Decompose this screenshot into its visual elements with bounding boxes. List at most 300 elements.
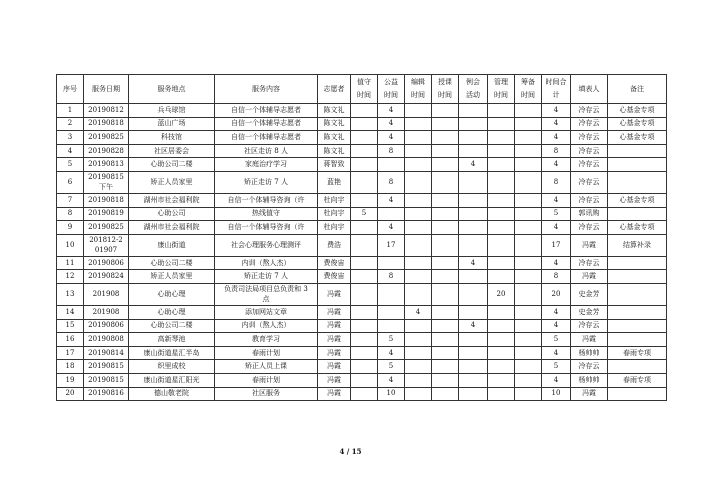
table-cell: 心基金专项 <box>608 131 667 145</box>
table-cell: 史金芳 <box>571 283 608 305</box>
table-cell <box>488 221 515 235</box>
table-cell: 19 <box>57 373 84 387</box>
table-cell: 20190806 <box>84 256 129 270</box>
table-cell: 14 <box>57 305 84 319</box>
table-cell <box>432 171 459 193</box>
table-cell <box>459 234 488 256</box>
table-cell: 冯霞 <box>318 387 351 401</box>
table-cell <box>405 319 432 333</box>
table-cell: 冷存云 <box>571 171 608 193</box>
table-cell <box>515 283 542 305</box>
table-cell: 4 <box>542 104 571 118</box>
table-cell <box>405 144 432 158</box>
table-cell: 4 <box>459 256 488 270</box>
table-row <box>57 333 667 347</box>
table-cell <box>351 117 378 131</box>
table-cell: 矫正走访 7 人 <box>215 270 318 284</box>
table-cell <box>459 283 488 305</box>
table-cell: 冯霞 <box>318 283 351 305</box>
table-cell: 4 <box>459 319 488 333</box>
table-cell <box>608 283 667 305</box>
table-cell: 冯霞 <box>318 333 351 347</box>
volunteer-service-table <box>56 74 667 401</box>
table-cell: 10 <box>57 234 84 256</box>
table-cell <box>351 256 378 270</box>
table-cell: 德山敬老院 <box>129 387 215 401</box>
table-cell: 20190806 <box>84 319 129 333</box>
table-cell: 陈文礼 <box>318 117 351 131</box>
table-cell <box>515 158 542 172</box>
table-cell <box>432 360 459 374</box>
table-cell <box>351 319 378 333</box>
table-cell: 20190818 <box>84 193 129 207</box>
table-cell <box>351 305 378 319</box>
table-cell: 心基金专项 <box>608 221 667 235</box>
table-cell: 教育学习 <box>215 333 318 347</box>
table-cell: 社区居委会 <box>129 144 215 158</box>
column-header: 编辑 时间 <box>405 75 432 104</box>
table-cell: 矫正人员家里 <box>129 171 215 193</box>
table-cell: 5 <box>542 360 571 374</box>
table-cell <box>432 333 459 347</box>
table-cell <box>488 207 515 221</box>
table-cell <box>515 346 542 360</box>
table-cell: 负责司法局项目总负责和 3 点 <box>215 283 318 305</box>
table-cell <box>432 283 459 305</box>
table-cell <box>515 193 542 207</box>
table-cell: 201908 <box>84 283 129 305</box>
table-cell: 20190818 <box>84 117 129 131</box>
table-cell <box>405 387 432 401</box>
table-cell <box>378 305 405 319</box>
table-cell: 心助公司 <box>129 207 215 221</box>
table-cell: 康山街道星汇阳光 <box>129 373 215 387</box>
table-cell <box>378 207 405 221</box>
table-cell <box>432 373 459 387</box>
table-row <box>57 373 667 387</box>
table-cell: 20190813 <box>84 158 129 172</box>
table-cell: 冷存云 <box>571 144 608 158</box>
table-cell: 冯霞 <box>571 234 608 256</box>
table-cell: 添加网站文章 <box>215 305 318 319</box>
table-cell <box>432 256 459 270</box>
table-cell <box>432 346 459 360</box>
table-cell <box>351 158 378 172</box>
table-cell: 201908 <box>84 305 129 319</box>
table-cell: 春雨专项 <box>608 346 667 360</box>
table-cell <box>432 144 459 158</box>
table-cell <box>459 117 488 131</box>
table-cell: 4 <box>378 193 405 207</box>
table-cell <box>459 333 488 347</box>
table-cell: 冷存云 <box>571 193 608 207</box>
table-cell: 织里成校 <box>129 360 215 374</box>
table-cell: 春雨计划 <box>215 373 318 387</box>
table-cell <box>351 360 378 374</box>
table-cell: 20190816 <box>84 387 129 401</box>
table-cell: 4 <box>542 193 571 207</box>
table-cell: 热线值守 <box>215 207 318 221</box>
column-header: 服务日期 <box>84 75 129 104</box>
table-cell: 17 <box>57 346 84 360</box>
table-cell <box>351 171 378 193</box>
table-cell: 湖州市社会福利院 <box>129 193 215 207</box>
table-cell <box>515 234 542 256</box>
table-cell: 心助公司二楼 <box>129 256 215 270</box>
table-cell <box>405 158 432 172</box>
table-cell <box>488 144 515 158</box>
table-cell: 15 <box>57 319 84 333</box>
table-cell <box>459 387 488 401</box>
table-cell <box>405 193 432 207</box>
table-cell: 16 <box>57 333 84 347</box>
table-cell: 冯霞 <box>318 360 351 374</box>
table-cell: 费俊宙 <box>318 256 351 270</box>
table-cell <box>432 319 459 333</box>
table-cell: 自信一个体辅导咨询（许 <box>215 193 318 207</box>
column-header: 筹备 时间 <box>515 75 542 104</box>
table-cell <box>432 158 459 172</box>
table-row <box>57 270 667 284</box>
table-cell: 心基金专项 <box>608 193 667 207</box>
table-row <box>57 387 667 401</box>
table-cell <box>351 234 378 256</box>
table-cell: 冷存云 <box>571 319 608 333</box>
table-cell <box>488 234 515 256</box>
table-cell <box>608 256 667 270</box>
table-cell: 春雨专项 <box>608 373 667 387</box>
table-cell: 结算补录 <box>608 234 667 256</box>
table-cell <box>351 346 378 360</box>
table-row <box>57 117 667 131</box>
table-cell <box>515 373 542 387</box>
table-cell: 4 <box>459 158 488 172</box>
table-cell <box>459 346 488 360</box>
column-header: 例会 活动 <box>459 75 488 104</box>
table-cell <box>515 144 542 158</box>
table-cell <box>488 387 515 401</box>
table-cell: 春雨计划 <box>215 346 318 360</box>
table-cell: 郭讯购 <box>571 207 608 221</box>
table-cell: 20 <box>542 283 571 305</box>
table-cell <box>515 117 542 131</box>
table-cell: 科技馆 <box>129 131 215 145</box>
table-cell <box>488 171 515 193</box>
table-cell <box>351 193 378 207</box>
table-cell: 4 <box>57 144 84 158</box>
table-cell: 冯霞 <box>571 333 608 347</box>
table-cell: 20190814 <box>84 346 129 360</box>
table-cell <box>432 305 459 319</box>
table-cell: 4 <box>542 373 571 387</box>
table-cell <box>608 360 667 374</box>
table-cell: 4 <box>378 131 405 145</box>
table-cell: 自信一个体辅导志愿者 <box>215 131 318 145</box>
table-cell <box>488 373 515 387</box>
table-cell <box>432 117 459 131</box>
table-cell: 湖州市社会福利院 <box>129 221 215 235</box>
table-cell: 杜向宇 <box>318 221 351 235</box>
table-cell <box>515 207 542 221</box>
table-cell <box>405 221 432 235</box>
table-cell: 5 <box>57 158 84 172</box>
table-cell <box>488 319 515 333</box>
table-cell: 家庭治疗学习 <box>215 158 318 172</box>
table-cell <box>378 283 405 305</box>
table-cell <box>459 171 488 193</box>
table-cell <box>405 283 432 305</box>
table-cell: 5 <box>542 333 571 347</box>
table-cell: 6 <box>57 171 84 193</box>
table-row <box>57 158 667 172</box>
table-cell <box>488 333 515 347</box>
table-cell <box>405 171 432 193</box>
table-cell <box>405 207 432 221</box>
table-cell: 4 <box>542 158 571 172</box>
table-cell <box>432 270 459 284</box>
table-cell <box>432 207 459 221</box>
table-cell <box>488 346 515 360</box>
table-cell: 冷存云 <box>571 104 608 118</box>
table-cell <box>405 256 432 270</box>
table-cell: 8 <box>378 171 405 193</box>
table-row <box>57 193 667 207</box>
table-cell: 冯霞 <box>318 373 351 387</box>
table-cell: 冷存云 <box>571 221 608 235</box>
column-header: 公益 时间 <box>378 75 405 104</box>
table-cell <box>405 234 432 256</box>
table-cell: 冷存云 <box>571 360 608 374</box>
table-cell: 费俊宙 <box>318 270 351 284</box>
table-cell: 陈文礼 <box>318 104 351 118</box>
table-cell <box>515 319 542 333</box>
table-cell: 20190812 <box>84 104 129 118</box>
table-cell: 矫正人员上课 <box>215 360 318 374</box>
table-cell <box>405 346 432 360</box>
table-cell <box>608 319 667 333</box>
table-cell: 20190819 <box>84 207 129 221</box>
table-cell <box>608 207 667 221</box>
table-cell: 7 <box>57 193 84 207</box>
table-cell <box>459 193 488 207</box>
table-cell: 4 <box>542 256 571 270</box>
table-cell: 心助心理 <box>129 283 215 305</box>
table-cell: 社区走访 8 人 <box>215 144 318 158</box>
table-cell: 自信一个体辅导咨询（许 <box>215 221 318 235</box>
table-cell <box>515 131 542 145</box>
table-cell: 陈文礼 <box>318 144 351 158</box>
table-row <box>57 144 667 158</box>
table-cell: 4 <box>542 117 571 131</box>
table-cell <box>488 193 515 207</box>
table-cell: 4 <box>542 131 571 145</box>
column-header: 服务内容 <box>215 75 318 104</box>
table-cell <box>459 373 488 387</box>
table-cell: 冷存云 <box>571 158 608 172</box>
table-cell: 陈文礼 <box>318 131 351 145</box>
table-cell: 蒋智致 <box>318 158 351 172</box>
table-cell: 杜向宇 <box>318 207 351 221</box>
table-cell: 20 <box>57 387 84 401</box>
table-cell <box>351 387 378 401</box>
service-record-sheet <box>56 74 666 401</box>
table-cell: 20190808 <box>84 333 129 347</box>
table-cell <box>351 373 378 387</box>
table-row <box>57 319 667 333</box>
table-cell <box>515 221 542 235</box>
column-header: 值守 时间 <box>351 75 378 104</box>
table-cell: 内训（熬人杰） <box>215 319 318 333</box>
table-cell: 4 <box>378 104 405 118</box>
table-cell: 史金芳 <box>571 305 608 319</box>
table-cell: 4 <box>542 346 571 360</box>
table-row <box>57 305 667 319</box>
table-cell: 20190815 <box>84 373 129 387</box>
table-cell <box>459 305 488 319</box>
table-cell <box>488 131 515 145</box>
table-cell <box>459 144 488 158</box>
table-cell: 17 <box>378 234 405 256</box>
table-cell <box>459 131 488 145</box>
table-cell: 20190815 <box>84 360 129 374</box>
table-cell: 冯霞 <box>571 270 608 284</box>
table-cell: 康山街道 <box>129 234 215 256</box>
table-cell: 4 <box>542 319 571 333</box>
table-cell: 内训（熬人杰） <box>215 256 318 270</box>
table-cell <box>405 373 432 387</box>
table-cell <box>378 319 405 333</box>
table-cell: 8 <box>57 207 84 221</box>
table-cell <box>405 270 432 284</box>
table-cell <box>405 360 432 374</box>
table-cell: 4 <box>378 117 405 131</box>
table-cell: 社会心理服务心理测评 <box>215 234 318 256</box>
table-cell: 兵乓球馆 <box>129 104 215 118</box>
table-cell: 3 <box>57 131 84 145</box>
table-cell: 杜向宇 <box>318 193 351 207</box>
table-cell <box>608 158 667 172</box>
table-cell: 5 <box>378 333 405 347</box>
table-cell: 8 <box>378 270 405 284</box>
table-cell: 4 <box>405 305 432 319</box>
table-cell <box>488 256 515 270</box>
table-cell: 5 <box>351 207 378 221</box>
table-cell <box>515 270 542 284</box>
table-cell: 4 <box>378 373 405 387</box>
column-header: 序号 <box>57 75 84 104</box>
table-cell <box>608 144 667 158</box>
table-cell: 冷存云 <box>571 131 608 145</box>
table-row <box>57 131 667 145</box>
table-cell <box>432 193 459 207</box>
table-cell <box>351 131 378 145</box>
table-cell: 17 <box>542 234 571 256</box>
table-cell: 8 <box>542 171 571 193</box>
table-cell <box>432 131 459 145</box>
table-row <box>57 171 667 193</box>
table-cell <box>405 104 432 118</box>
table-cell <box>608 387 667 401</box>
table-cell: 社区服务 <box>215 387 318 401</box>
column-header: 志愿者 <box>318 75 351 104</box>
table-cell: 冯霞 <box>318 319 351 333</box>
table-cell: 4 <box>542 305 571 319</box>
table-cell: 4 <box>542 221 571 235</box>
table-cell <box>515 171 542 193</box>
table-row <box>57 221 667 235</box>
table-cell <box>351 270 378 284</box>
column-header: 授课 时间 <box>432 75 459 104</box>
table-row <box>57 283 667 305</box>
table-cell: 13 <box>57 283 84 305</box>
table-cell <box>351 333 378 347</box>
table-cell <box>459 360 488 374</box>
table-cell <box>459 104 488 118</box>
table-cell: 4 <box>378 221 405 235</box>
table-cell <box>488 117 515 131</box>
column-header: 服务地点 <box>129 75 215 104</box>
table-cell <box>608 333 667 347</box>
column-header: 管理 时间 <box>488 75 515 104</box>
table-cell <box>488 360 515 374</box>
table-row <box>57 234 667 256</box>
table-cell: 2 <box>57 117 84 131</box>
table-cell: 心基金专项 <box>608 117 667 131</box>
table-cell: 心助公司二楼 <box>129 158 215 172</box>
table-cell: 18 <box>57 360 84 374</box>
table-cell <box>459 270 488 284</box>
table-cell: 4 <box>378 346 405 360</box>
table-cell <box>488 305 515 319</box>
table-cell <box>515 256 542 270</box>
column-header: 填表人 <box>571 75 608 104</box>
table-cell: 心助心理 <box>129 305 215 319</box>
table-cell: 8 <box>378 144 405 158</box>
table-cell: 自信一个体辅导志愿者 <box>215 117 318 131</box>
column-header: 时间合 计 <box>542 75 571 104</box>
table-cell: 8 <box>542 270 571 284</box>
table-cell: 9 <box>57 221 84 235</box>
table-cell <box>378 256 405 270</box>
table-cell: 费浩 <box>318 234 351 256</box>
table-cell <box>351 221 378 235</box>
table-row <box>57 207 667 221</box>
table-cell: 10 <box>378 387 405 401</box>
table-cell: 8 <box>542 144 571 158</box>
table-cell: 冯霞 <box>571 387 608 401</box>
table-cell <box>459 221 488 235</box>
table-cell <box>608 171 667 193</box>
table-cell <box>405 333 432 347</box>
table-cell: 20190828 <box>84 144 129 158</box>
table-cell <box>432 234 459 256</box>
table-cell <box>351 144 378 158</box>
table-cell: 12 <box>57 270 84 284</box>
table-cell <box>608 270 667 284</box>
table-cell: 5 <box>542 207 571 221</box>
table-cell: 20190824 <box>84 270 129 284</box>
column-header: 备注 <box>608 75 667 104</box>
table-cell: 冷存云 <box>571 256 608 270</box>
table-cell <box>432 104 459 118</box>
table-cell: 1 <box>57 104 84 118</box>
table-cell <box>351 283 378 305</box>
table-row <box>57 256 667 270</box>
table-row <box>57 360 667 374</box>
table-cell <box>488 158 515 172</box>
table-cell: 冷存云 <box>571 117 608 131</box>
table-cell <box>488 270 515 284</box>
